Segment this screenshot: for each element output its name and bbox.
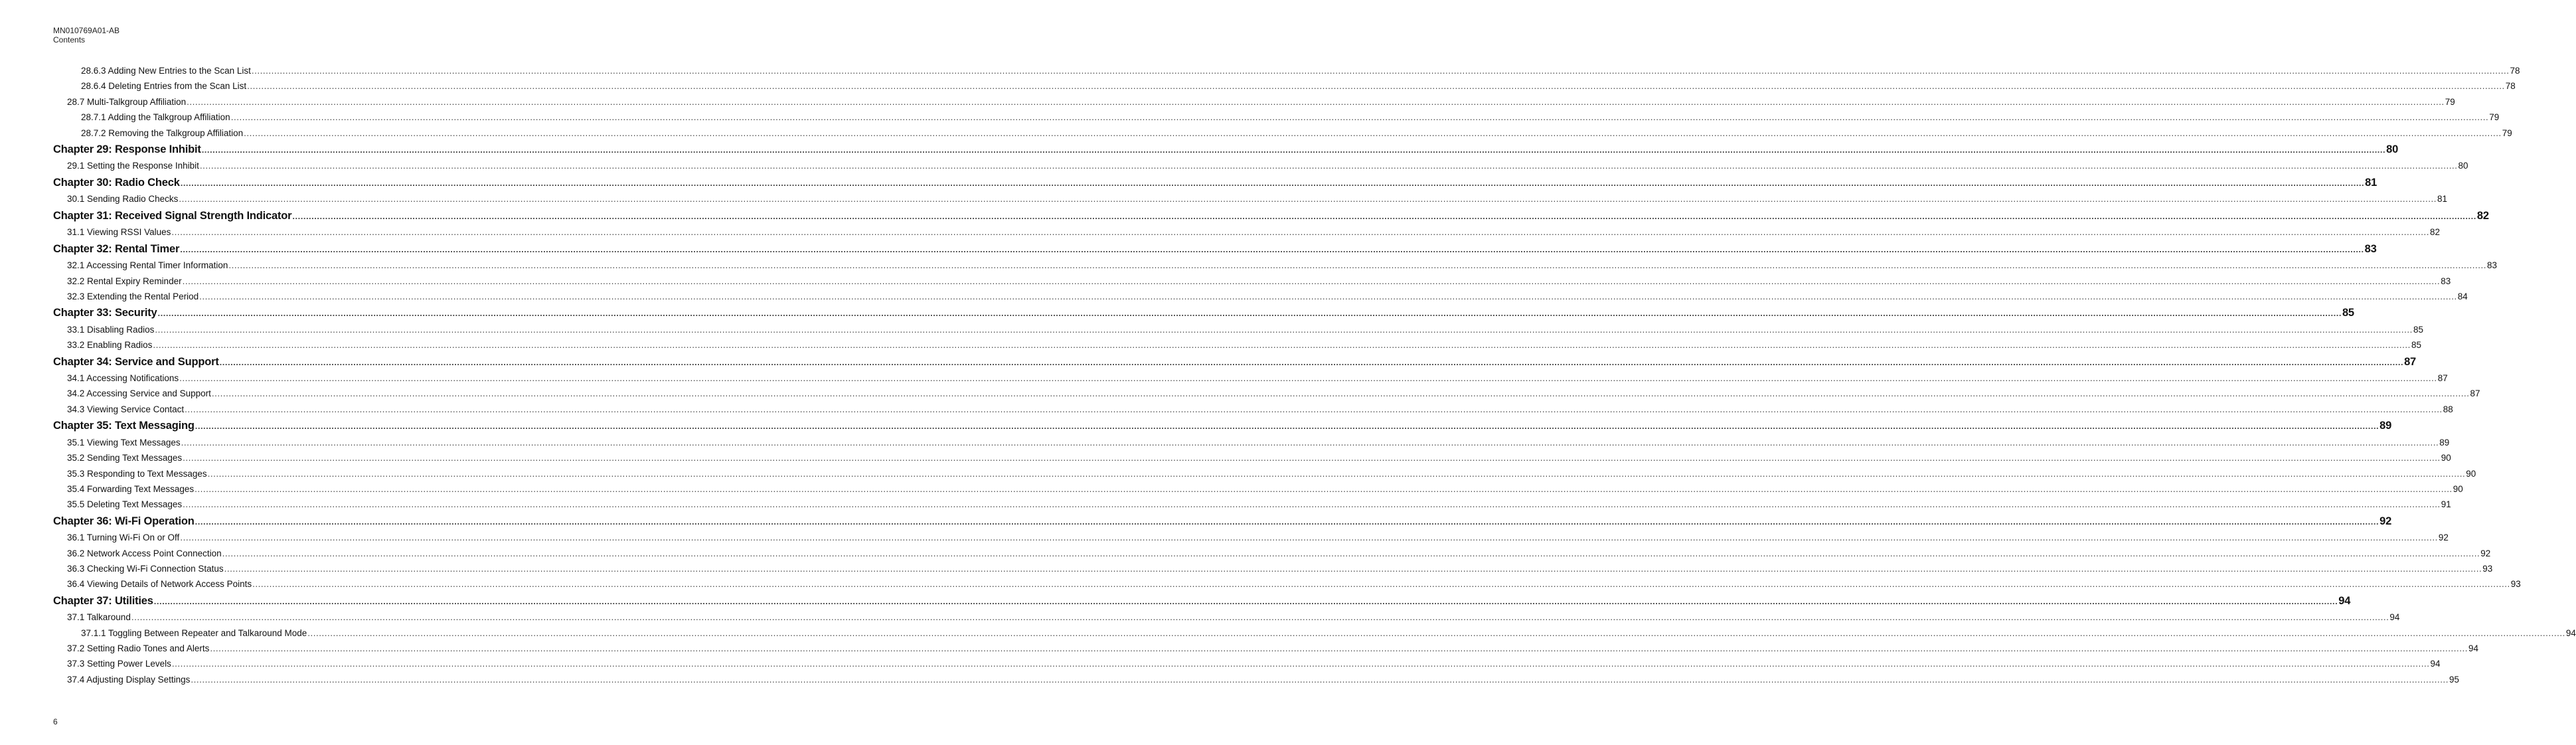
toc-entry[interactable] bbox=[53, 481, 2463, 497]
toc-entry-page: 80 bbox=[2458, 161, 2468, 171]
toc-entry-title: 34.2 Accessing Service and Support bbox=[67, 388, 211, 399]
toc-entry[interactable] bbox=[53, 94, 2455, 110]
toc-entry[interactable] bbox=[53, 656, 2441, 671]
toc-entry-title: 36.4 Viewing Details of Network Access Points bbox=[67, 579, 252, 590]
toc-chapter-entry[interactable] bbox=[53, 353, 2417, 371]
toc-entry-title: 28.7 Multi-Talkgroup Affiliation bbox=[67, 96, 187, 107]
dot-leader: ................................................................................................................................................................................................................................................................................................................................................................................................................................................................................................................................................................................................................................................................................................................................................................................................................................ bbox=[153, 596, 2338, 606]
dot-leader: ................................................................................................................................................................................................................................................................................................................................................................................................................................................................................................................................................................................................................................................................................................................................................................................................................................ bbox=[228, 260, 2486, 271]
toc-entry[interactable] bbox=[53, 610, 2400, 625]
toc-chapter-entry[interactable] bbox=[53, 207, 2489, 225]
page-number: 6 bbox=[53, 717, 58, 726]
dot-leader: ................................................................................................................................................................................................................................................................................................................................................................................................................................................................................................................................................................................................................................................................................................................................................................................................................................ bbox=[230, 112, 2489, 123]
toc-entry-page: 95 bbox=[2449, 674, 2459, 685]
toc-entry-page: 93 bbox=[2482, 563, 2493, 574]
toc-entry[interactable] bbox=[53, 672, 2459, 687]
dot-leader: ................................................................................................................................................................................................................................................................................................................................................................................................................................................................................................................................................................................................................................................................................................................................................................................................................................ bbox=[244, 127, 2502, 138]
dot-leader: ................................................................................................................................................................................................................................................................................................................................................................................................................................................................................................................................................................................................................................................................................................................................................................................................................................ bbox=[199, 161, 2458, 171]
toc-entry-title: 28.6.4 Deleting Entries from the Scan List bbox=[81, 81, 247, 92]
toc-entry-page: 90 bbox=[2453, 483, 2463, 494]
toc-chapter-entry[interactable] bbox=[53, 592, 2351, 610]
toc-entry[interactable] bbox=[53, 258, 2497, 273]
toc-entry-page: 88 bbox=[2443, 404, 2453, 414]
toc-entry[interactable] bbox=[53, 497, 2451, 512]
toc-entry-title: 28.7.2 Removing the Talkgroup Affiliation bbox=[81, 127, 244, 138]
toc-entry-page: 94 bbox=[2338, 594, 2351, 607]
toc-entry-title: Chapter 29: Response Inhibit bbox=[53, 143, 201, 155]
dot-leader: ................................................................................................................................................................................................................................................................................................................................................................................................................................................................................................................................................................................................................................................................................................................................................................................................................................ bbox=[179, 194, 2437, 205]
toc-entry[interactable] bbox=[53, 402, 2453, 417]
toc-entry-page: 92 bbox=[2480, 548, 2491, 558]
toc-entry-title: Chapter 32: Rental Timer bbox=[53, 242, 180, 255]
toc-entry-page: 90 bbox=[2466, 468, 2476, 479]
toc-entry[interactable] bbox=[53, 78, 2516, 94]
dot-leader: ................................................................................................................................................................................................................................................................................................................................................................................................................................................................................................................................................................................................................................................................................................................................................................................................................................ bbox=[210, 643, 2468, 654]
table-of-contents bbox=[53, 63, 2576, 687]
toc-entry-title: Chapter 30: Radio Check bbox=[53, 176, 180, 189]
toc-chapter-entry[interactable] bbox=[53, 513, 2392, 531]
toc-entry[interactable] bbox=[53, 466, 2476, 481]
toc-entry-page: 81 bbox=[2365, 176, 2377, 189]
toc-entry[interactable] bbox=[53, 435, 2450, 450]
toc-entry-title: Chapter 37: Utilities bbox=[53, 594, 153, 607]
dot-leader: ................................................................................................................................................................................................................................................................................................................................................................................................................................................................................................................................................................................................................................................................................................................................................................................................................................ bbox=[224, 563, 2482, 574]
toc-entry[interactable] bbox=[53, 625, 2576, 641]
toc-entry[interactable] bbox=[53, 530, 2449, 545]
toc-entry-title: 31.1 Viewing RSSI Values bbox=[67, 227, 171, 238]
toc-entry[interactable] bbox=[53, 125, 2512, 141]
toc-entry[interactable] bbox=[53, 450, 2451, 465]
dot-leader: ................................................................................................................................................................................................................................................................................................................................................................................................................................................................................................................................................................................................................................................................................................................................................................................................................................ bbox=[251, 66, 2510, 76]
dot-leader: ................................................................................................................................................................................................................................................................................................................................................................................................................................................................................................................................................................................................................................................................................................................................................................................................................................ bbox=[191, 674, 2449, 685]
dot-leader: ................................................................................................................................................................................................................................................................................................................................................................................................................................................................................................................................................................................................................................................................................................................................................................................................................................ bbox=[195, 421, 2379, 432]
toc-entry[interactable] bbox=[53, 546, 2491, 561]
toc-entry-page: 92 bbox=[2379, 515, 2392, 527]
dot-leader: ................................................................................................................................................................................................................................................................................................................................................................................................................................................................................................................................................................................................................................................................................................................................................................................................................................ bbox=[201, 144, 2386, 155]
toc-entry[interactable] bbox=[53, 158, 2468, 173]
toc-chapter-entry[interactable] bbox=[53, 240, 2377, 258]
toc-entry-page: 82 bbox=[2476, 209, 2489, 222]
toc-entry-title: 32.3 Extending the Rental Period bbox=[67, 291, 199, 301]
toc-entry-page: 92 bbox=[2438, 533, 2449, 543]
toc-entry[interactable] bbox=[53, 224, 2440, 240]
toc-entry-page: 87 bbox=[2404, 355, 2417, 368]
toc-chapter-entry[interactable] bbox=[53, 304, 2354, 322]
toc-entry[interactable] bbox=[53, 289, 2468, 304]
toc-entry-title: 35.5 Deleting Text Messages bbox=[67, 499, 183, 510]
dot-leader: ................................................................................................................................................................................................................................................................................................................................................................................................................................................................................................................................................................................................................................................................................................................................................................................................................................ bbox=[180, 533, 2438, 543]
toc-entry-page: 87 bbox=[2437, 373, 2448, 384]
dot-leader: ................................................................................................................................................................................................................................................................................................................................................................................................................................................................................................................................................................................................................................................................................................................................................................................................................................ bbox=[199, 291, 2457, 301]
toc-entry-page: 93 bbox=[2510, 579, 2521, 590]
page-header bbox=[53, 26, 120, 44]
toc-chapter-entry[interactable] bbox=[53, 174, 2377, 192]
dot-leader: ................................................................................................................................................................................................................................................................................................................................................................................................................................................................................................................................................................................................................................................................................................................................................................................................................................ bbox=[179, 373, 2437, 384]
toc-entry[interactable] bbox=[53, 191, 2447, 207]
dot-leader: ................................................................................................................................................................................................................................................................................................................................................................................................................................................................................................................................................................................................................................................................................................................................................................................................................................ bbox=[182, 276, 2441, 286]
toc-entry-title: 32.1 Accessing Rental Timer Information bbox=[67, 260, 228, 271]
toc-entry-title: 35.4 Forwarding Text Messages bbox=[67, 483, 195, 494]
toc-entry-title: 37.4 Adjusting Display Settings bbox=[67, 674, 191, 685]
dot-leader: ................................................................................................................................................................................................................................................................................................................................................................................................................................................................................................................................................................................................................................................................................................................................................................................................................................ bbox=[171, 659, 2430, 669]
toc-entry-page: 83 bbox=[2364, 242, 2377, 255]
toc-chapter-entry[interactable] bbox=[53, 141, 2399, 159]
dot-leader: ................................................................................................................................................................................................................................................................................................................................................................................................................................................................................................................................................................................................................................................................................................................................................................................................................................ bbox=[131, 612, 2389, 623]
toc-entry-title: Chapter 36: Wi-Fi Operation bbox=[53, 515, 195, 527]
dot-leader: ................................................................................................................................................................................................................................................................................................................................................................................................................................................................................................................................................................................................................................................................................................................................................................................................................................ bbox=[292, 210, 2476, 221]
dot-leader: ................................................................................................................................................................................................................................................................................................................................................................................................................................................................................................................................................................................................................................................................................................................................................................................................................................ bbox=[247, 81, 2505, 92]
toc-entry[interactable] bbox=[53, 110, 2500, 125]
toc-entry-page: 78 bbox=[2505, 81, 2516, 92]
dot-leader: ................................................................................................................................................................................................................................................................................................................................................................................................................................................................................................................................................................................................................................................................................................................................................................................................................................ bbox=[183, 453, 2441, 463]
toc-entry-page: 83 bbox=[2441, 276, 2451, 286]
toc-entry[interactable] bbox=[53, 371, 2448, 386]
toc-entry-title: Chapter 34: Service and Support bbox=[53, 355, 219, 368]
toc-entry-title: 37.3 Setting Power Levels bbox=[67, 659, 171, 669]
section-name: Contents bbox=[53, 35, 86, 44]
toc-entry-title: 28.7.1 Adding the Talkgroup Affiliation bbox=[81, 112, 230, 123]
toc-entry-title: 37.1 Talkaround bbox=[67, 612, 131, 623]
dot-leader: ................................................................................................................................................................................................................................................................................................................................................................................................................................................................................................................................................................................................................................................................................................................................................................................................................................ bbox=[181, 437, 2439, 448]
toc-entry-page: 80 bbox=[2386, 143, 2399, 155]
toc-entry[interactable] bbox=[53, 337, 2421, 353]
toc-entry-title: 37.2 Setting Radio Tones and Alerts bbox=[67, 643, 210, 654]
toc-entry-page: 78 bbox=[2510, 66, 2520, 76]
dot-leader: ................................................................................................................................................................................................................................................................................................................................................................................................................................................................................................................................................................................................................................................................................................................................................................................................................................ bbox=[222, 548, 2480, 558]
toc-entry-title: Chapter 33: Security bbox=[53, 307, 157, 319]
toc-entry-page: 89 bbox=[2379, 420, 2392, 432]
dot-leader: ................................................................................................................................................................................................................................................................................................................................................................................................................................................................................................................................................................................................................................................................................................................................................................................................................................ bbox=[183, 499, 2441, 510]
toc-entry-page: 79 bbox=[2489, 112, 2500, 123]
toc-entry[interactable] bbox=[53, 561, 2493, 576]
dot-leader: ................................................................................................................................................................................................................................................................................................................................................................................................................................................................................................................................................................................................................................................................................................................................................................................................................................ bbox=[180, 177, 2365, 188]
dot-leader: ................................................................................................................................................................................................................................................................................................................................................................................................................................................................................................................................................................................................................................................................................................................................................................................................................................ bbox=[180, 244, 2364, 254]
toc-entry-title: 30.1 Sending Radio Checks bbox=[67, 194, 179, 205]
toc-entry-page: 79 bbox=[2502, 127, 2512, 138]
toc-entry-title: Chapter 31: Received Signal Strength Indicator bbox=[53, 209, 292, 222]
dot-leader: ................................................................................................................................................................................................................................................................................................................................................................................................................................................................................................................................................................................................................................................................................................................................................................................................................................ bbox=[157, 308, 2342, 319]
dot-leader: ................................................................................................................................................................................................................................................................................................................................................................................................................................................................................................................................................................................................................................................................................................................................................................................................................................ bbox=[155, 324, 2413, 335]
toc-entry-title: 35.1 Viewing Text Messages bbox=[67, 437, 181, 448]
toc-entry-page: 82 bbox=[2429, 227, 2440, 238]
toc-entry-page: 85 bbox=[2413, 324, 2423, 335]
dot-leader: ................................................................................................................................................................................................................................................................................................................................................................................................................................................................................................................................................................................................................................................................................................................................................................................................................................ bbox=[195, 483, 2453, 494]
toc-chapter-entry[interactable] bbox=[53, 417, 2392, 435]
toc-entry-page: 81 bbox=[2437, 194, 2447, 205]
toc-entry-page: 94 bbox=[2389, 612, 2400, 623]
toc-entry-page: 94 bbox=[2565, 627, 2576, 638]
toc-entry-title: 36.1 Turning Wi-Fi On or Off bbox=[67, 533, 180, 543]
toc-entry-page: 85 bbox=[2411, 340, 2421, 351]
toc-entry-title: Chapter 35: Text Messaging bbox=[53, 420, 195, 432]
toc-entry-title: 35.3 Responding to Text Messages bbox=[67, 468, 207, 479]
toc-entry[interactable] bbox=[53, 641, 2479, 656]
toc-entry-title: 32.2 Rental Expiry Reminder bbox=[67, 276, 182, 286]
toc-entry-page: 79 bbox=[2445, 96, 2455, 107]
dot-leader: ................................................................................................................................................................................................................................................................................................................................................................................................................................................................................................................................................................................................................................................................................................................................................................................................................................ bbox=[187, 96, 2445, 107]
toc-entry-title: 35.2 Sending Text Messages bbox=[67, 453, 183, 463]
toc-entry-title: 33.2 Enabling Radios bbox=[67, 340, 153, 351]
dot-leader: ................................................................................................................................................................................................................................................................................................................................................................................................................................................................................................................................................................................................................................................................................................................................................................................................................................ bbox=[171, 227, 2429, 238]
dot-leader: ................................................................................................................................................................................................................................................................................................................................................................................................................................................................................................................................................................................................................................................................................................................................................................................................................................ bbox=[307, 627, 2565, 638]
toc-entry-page: 90 bbox=[2441, 453, 2451, 463]
toc-entry-title: 37.1.1 Toggling Between Repeater and Talkaround Mode bbox=[81, 627, 307, 638]
dot-leader: ................................................................................................................................................................................................................................................................................................................................................................................................................................................................................................................................................................................................................................................................................................................................................................................................................................ bbox=[211, 388, 2470, 399]
document-id: MN010769A01-AB bbox=[53, 26, 120, 35]
toc-entry-title: 28.6.3 Adding New Entries to the Scan List bbox=[81, 66, 251, 76]
dot-leader: ................................................................................................................................................................................................................................................................................................................................................................................................................................................................................................................................................................................................................................................................................................................................................................................................................................ bbox=[207, 468, 2466, 479]
toc-entry[interactable] bbox=[53, 322, 2423, 337]
toc-entry-title: 34.3 Viewing Service Contact bbox=[67, 404, 185, 414]
dot-leader: ................................................................................................................................................................................................................................................................................................................................................................................................................................................................................................................................................................................................................................................................................................................................................................................................................................ bbox=[185, 404, 2443, 414]
toc-entry-title: 36.3 Checking Wi-Fi Connection Status bbox=[67, 563, 224, 574]
toc-entry-page: 89 bbox=[2439, 437, 2450, 448]
toc-entry-title: 36.2 Network Access Point Connection bbox=[67, 548, 222, 558]
toc-entry[interactable] bbox=[53, 274, 2451, 289]
dot-leader: ................................................................................................................................................................................................................................................................................................................................................................................................................................................................................................................................................................................................................................................................................................................................................................................................................................ bbox=[195, 516, 2379, 527]
toc-entry-page: 94 bbox=[2468, 643, 2479, 654]
toc-entry-page: 85 bbox=[2342, 307, 2354, 319]
dot-leader: ................................................................................................................................................................................................................................................................................................................................................................................................................................................................................................................................................................................................................................................................................................................................................................................................................................ bbox=[252, 579, 2510, 590]
dot-leader: ................................................................................................................................................................................................................................................................................................................................................................................................................................................................................................................................................................................................................................................................................................................................................................................................................................ bbox=[219, 357, 2404, 367]
toc-entry-title: 29.1 Setting the Response Inhibit bbox=[67, 161, 199, 171]
toc-entry[interactable] bbox=[53, 576, 2521, 592]
toc-entry[interactable] bbox=[53, 386, 2480, 401]
toc-entry-page: 87 bbox=[2470, 388, 2480, 399]
dot-leader: ................................................................................................................................................................................................................................................................................................................................................................................................................................................................................................................................................................................................................................................................................................................................................................................................................................ bbox=[153, 340, 2411, 351]
toc-entry-page: 91 bbox=[2441, 499, 2451, 510]
toc-entry-page: 84 bbox=[2457, 291, 2468, 301]
toc-entry[interactable] bbox=[53, 63, 2520, 78]
toc-entry-title: 34.1 Accessing Notifications bbox=[67, 373, 179, 384]
toc-entry-title: 33.1 Disabling Radios bbox=[67, 324, 155, 335]
toc-entry-page: 83 bbox=[2486, 260, 2497, 271]
toc-entry-page: 94 bbox=[2430, 659, 2441, 669]
